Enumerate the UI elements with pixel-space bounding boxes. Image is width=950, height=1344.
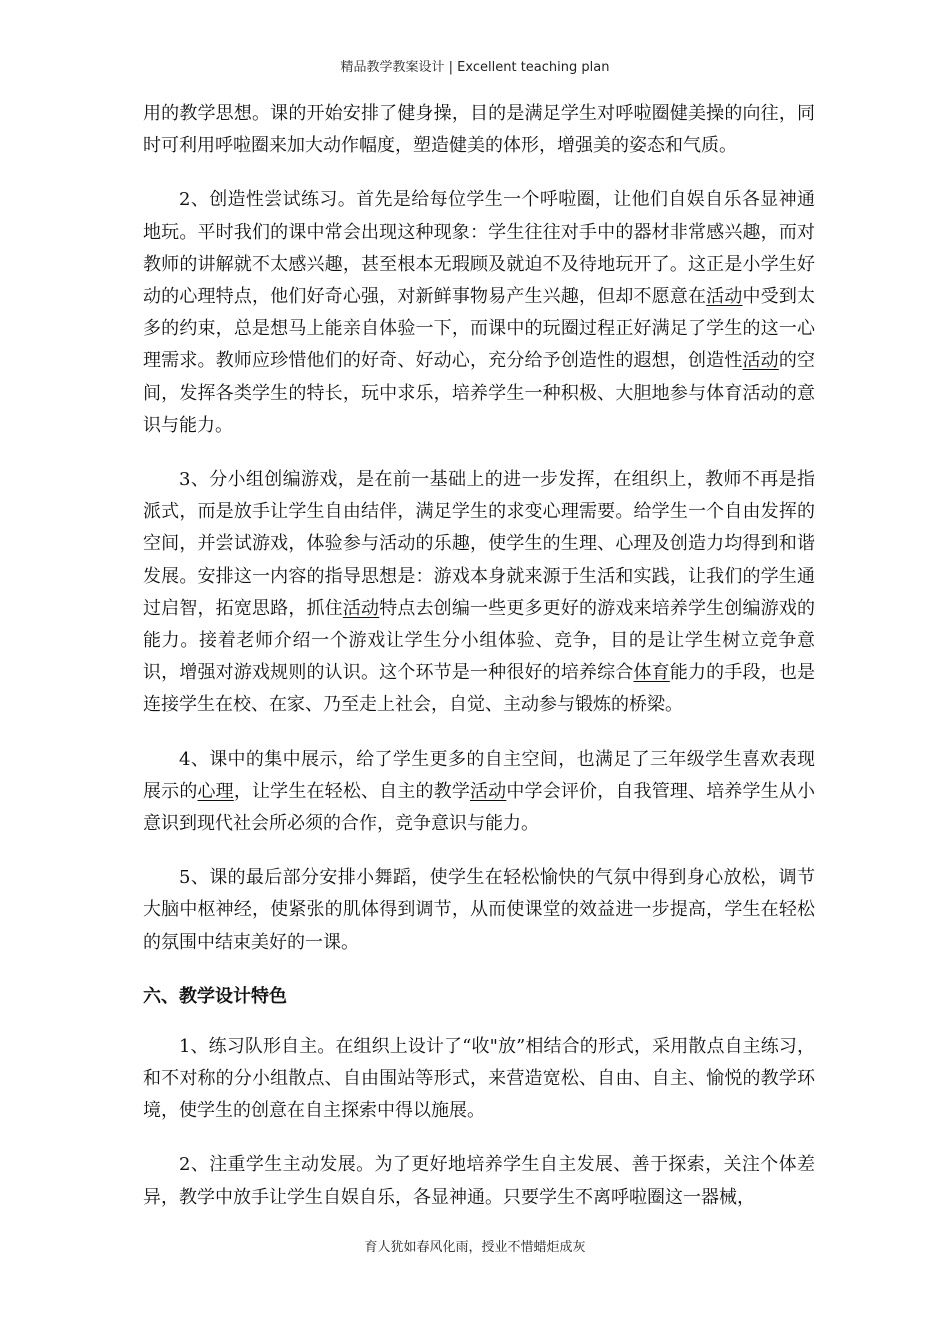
underlined-term: 心理 [197, 780, 234, 802]
underlined-term: 体育 [633, 662, 670, 684]
paragraph-item-3 [143, 464, 815, 722]
underlined-term: 活动 [742, 350, 779, 372]
paragraph-text: 4、课中的集中展示，给了学生更多的自主空间，也满足了三年级学生喜欢表现展示的 [143, 748, 815, 802]
paragraph-text: 特点去创编一些更多更好的游戏来培养学生创编游戏的能力。接着老师介绍一个游戏让学生分小组体验、竞争，目的是让学生树立竞争意识，增强对游戏规则的认识。这个环节是一种很好的培养综合 [143, 597, 816, 684]
paragraph-text: ，让学生在轻松、自主的教学 [233, 780, 471, 802]
paragraph-text: 的空间，发挥各类学生的特长，玩中求乐，培养学生一种积极、大胆地参与体育活动的意识与能力。 [143, 350, 816, 436]
paragraph-text: 3、分小组创编游戏，是在前一基础上的进一步发挥，在组织上，教师不再是指派式，而是放手让学生自由结伴，满足学生的求变心理需要。给学生一个自由发挥的空间，并尝试游戏，体验参与活动的乐趣，使学生的生理、心理及创造力均得到和谐发展。安排这一内容的指导思想是：游戏本身就来源于生活和实践，让我们的学生通过启智，拓宽思路，抓住 [143, 469, 815, 619]
paragraph-continued: 用的教学思想。课的开始安排了健身操，目的是满足学生对呼啦圈健美操的向往，同时可利用呼啦圈来加大动作幅度，塑造健美的体形，增强美的姿态和气质。 [143, 103, 815, 157]
paragraph-text: 能力的手段，也是连接学生在校、在家、乃至走上社会，自觉、主动参与锻炼的桥梁。 [143, 662, 816, 716]
paragraph-text: 中受到太多的约束，总是想马上能亲自体验一下，而课中的玩圈过程正好满足了学生的这一心理需求。教师应珍惜他们的好奇、好动心，充分给予创造性的遐想，创造性 [143, 286, 816, 372]
paragraph-text: 中学会评价，自我管理、培养学生从小意识到现代社会所必须的合作，竞争意识与能力。 [143, 780, 816, 835]
paragraph-item-2 [143, 184, 815, 442]
section-heading: 六、教学设计特色 [143, 985, 287, 1007]
feature-item-1: 1、练习队形自主。在组织上设计了“收"放”相结合的形式，采用散点自主练习，和不对称的分小组散点、自由围站等形式，来营造宽松、自由、自主、愉悦的教学环境，使学生的创意在自主探索中得以施展。 [143, 1035, 815, 1122]
feature-item-2: 2、注重学生主动发展。为了更好地培养学生自主发展、善于探索，关注个体差异，教学中放手让学生自娱自乐，各显神通。只要学生不离呼啦圈这一器械， [143, 1154, 815, 1208]
underlined-term: 活动 [470, 780, 507, 802]
page-footer: 育人犹如春风化雨，授业不惜蜡炬成灰 [364, 1240, 586, 1255]
paragraph-text: 2、创造性尝试练习。首先是给每位学生一个呼啦圈，让他们自娱自乐各显神通地玩。平时我们的课中常会出现这种现象：学生往往对手中的器材非常感兴趣，而对教师的讲解就不太感兴趣，甚至根本无瑕顾及就迫不及待地玩开了。这正是小学生好动的心理特点，他们好奇心强，对新鲜事物易产生兴趣，但却不愿意在 [143, 189, 815, 308]
underlined-term: 活动 [706, 286, 743, 308]
paragraph-item-5: 5、课的最后部分安排小舞蹈，使学生在轻松愉快的气氛中得到身心放松，调节大脑中枢神经，使紧张的肌体得到调节，从而使课堂的效益进一步提高，学生在轻松的氛围中结束美好的一课。 [143, 867, 815, 953]
underlined-term: 活动 [342, 597, 380, 619]
document-body [143, 98, 815, 1236]
page-header: 精品教学教案设计 | Excellent teaching plan [340, 60, 610, 75]
paragraph-item-4 [143, 744, 815, 841]
